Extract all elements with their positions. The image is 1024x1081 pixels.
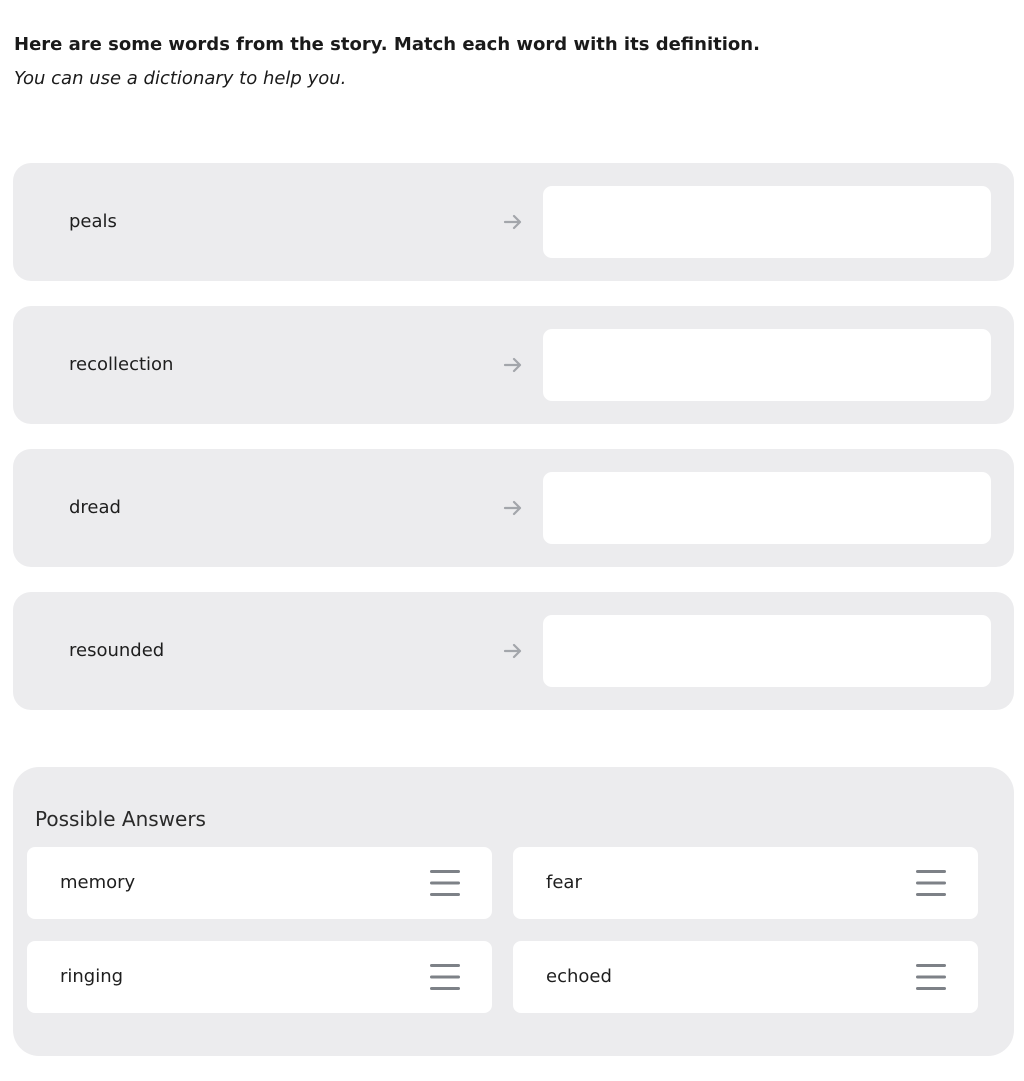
arrow-right-icon (501, 353, 525, 377)
possible-answers-panel (13, 767, 1014, 1056)
drop-target[interactable] (543, 186, 991, 258)
answer-label: echoed (546, 966, 612, 987)
match-word: recollection (69, 354, 174, 375)
arrow-right-icon (501, 496, 525, 520)
answer-card-memory[interactable] (27, 847, 492, 919)
answer-label: memory (60, 872, 136, 893)
match-word: peals (69, 211, 117, 232)
instructions-subtitle: You can use a dictionary to help you. (14, 68, 347, 89)
match-word: resounded (69, 640, 165, 661)
match-row-resounded (13, 592, 1014, 710)
drop-target[interactable] (543, 472, 991, 544)
drag-handle-icon[interactable] (916, 869, 946, 897)
drop-target[interactable] (543, 615, 991, 687)
match-word: dread (69, 497, 121, 518)
drag-handle-icon[interactable] (916, 963, 946, 991)
drag-handle-icon[interactable] (430, 869, 460, 897)
instructions (14, 31, 1004, 93)
match-row-recollection (13, 306, 1014, 424)
arrow-right-icon (501, 210, 525, 234)
arrow-right-icon (501, 639, 525, 663)
answer-card-fear[interactable] (513, 847, 978, 919)
answer-card-ringing[interactable] (27, 941, 492, 1013)
drag-handle-icon[interactable] (430, 963, 460, 991)
match-row-dread (13, 449, 1014, 567)
answer-label: fear (546, 872, 582, 893)
drop-target[interactable] (543, 329, 991, 401)
possible-answers-title: Possible Answers (35, 807, 206, 831)
match-row-peals (13, 163, 1014, 281)
answer-label: ringing (60, 966, 124, 987)
instructions-title: Here are some words from the story. Match each word with its definition. (14, 34, 760, 55)
answer-card-echoed[interactable] (513, 941, 978, 1013)
